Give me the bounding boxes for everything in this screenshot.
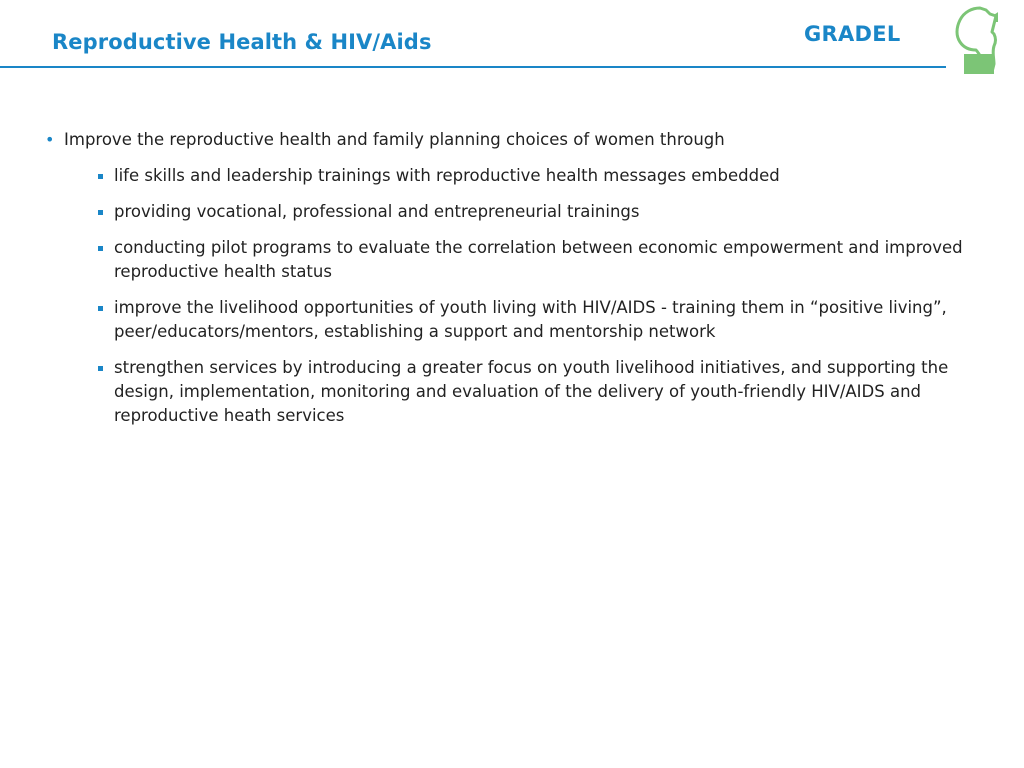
square-bullet-icon [98, 210, 103, 215]
square-bullet-icon [98, 366, 103, 371]
title-divider [0, 66, 946, 68]
list-item [44, 164, 984, 188]
slide-content [44, 128, 984, 440]
list-item-text: providing vocational, professional and entrepreneurial trainings [114, 202, 640, 221]
list-item-text: strengthen services by introducing a greater focus on youth livelihood initiatives, and supporting the design, implementation, monitoring and evaluation of the delivery of youth-friendly HIV/AIDS and reproductive heath services [114, 358, 949, 425]
bullet-dot-icon: • [45, 130, 55, 149]
list-item [44, 296, 984, 344]
square-bullet-icon [98, 306, 103, 311]
square-bullet-icon [98, 174, 103, 179]
list-item [44, 200, 984, 224]
gradel-logo-icon [950, 2, 998, 76]
list-item [44, 236, 984, 284]
square-bullet-icon [98, 246, 103, 251]
list-item-text: life skills and leadership trainings with reproductive health messages embedded [114, 166, 780, 185]
list-item [44, 356, 984, 428]
main-bullet-text: Improve the reproductive health and family planning choices of women through [64, 130, 725, 149]
main-bullet [44, 128, 984, 152]
slide-title: Reproductive Health & HIV/Aids [52, 30, 432, 54]
brand-name: GRADEL [804, 22, 901, 46]
sub-bullet-list [44, 164, 984, 428]
list-item-text: conducting pilot programs to evaluate the correlation between economic empowerment and improved reproductive health status [114, 238, 963, 281]
list-item-text: improve the livelihood opportunities of youth living with HIV/AIDS - training them in “positive living”, peer/educators/mentors, establishing a support and mentorship network [114, 298, 947, 341]
